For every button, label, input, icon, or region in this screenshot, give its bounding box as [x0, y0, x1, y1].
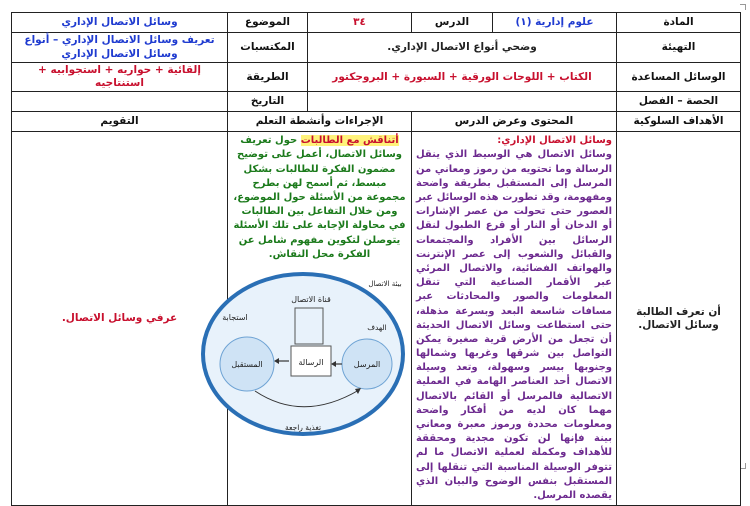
aids-value: الكتاب + اللوحات الورقية + السبورة + البروجكتور: [308, 63, 617, 92]
method-value: إلقائية + حواريه + استجوابيه + استنتاجيه: [12, 63, 228, 92]
procedure-text: [232, 134, 407, 262]
date-value: [12, 92, 228, 112]
label-sender: المرسل: [353, 359, 381, 369]
procedure-head: أتناقش مع الطالبات: [300, 135, 399, 147]
subject-label: المادة: [617, 13, 741, 33]
aids-label: الوسائل المساعدة: [617, 63, 741, 92]
intro-label: التهيئة: [617, 33, 741, 63]
gains-value: تعريف وسائل الاتصال الإداري – أنواع وسائل الاتصال الإداري: [12, 33, 228, 63]
row-period: [12, 92, 741, 112]
period-value: [308, 92, 617, 112]
row-headers: [12, 112, 741, 132]
communication-diagram: [199, 268, 407, 438]
procedures-header: الإجراءات وأنشطة التعلم: [228, 112, 412, 132]
content-header: المحتوى وعرض الدرس: [412, 112, 617, 132]
date-label: التاريخ: [228, 92, 308, 112]
objectives-header: الأهداف السلوكية: [617, 112, 741, 132]
assessment-text: عرفي وسائل الاتصال.: [12, 132, 228, 506]
lesson-label: الدرس: [412, 13, 493, 33]
subject-value: علوم إدارية (١): [493, 13, 617, 33]
row-body: [12, 132, 741, 506]
lesson-plan-table: [11, 12, 741, 506]
period-label: الحصة – الفصل: [617, 92, 741, 112]
gains-label: المكتسبات: [228, 33, 308, 63]
intro-value: وضحي أنواع الاتصال الإداري.: [308, 33, 617, 63]
topic-label: الموضوع: [228, 13, 308, 33]
method-label: الطريقة: [228, 63, 308, 92]
procedure-body: حول تعريف وسائل الاتصال، أعمل على توضيح مضمون الفكرة للطالبات بشكل مبسط، ثم أسمح لهن بطرح مجموعة من الأسئلة حول الموضوع، ومن خلال التفاعل بين الطالبات في محاولة الإجابة على تلك الأسئلة يتوصلن لتكوين مفهوم شامل عن الفكرة محل النقاش.: [233, 135, 406, 260]
label-feedback: تغذية راجعة: [284, 422, 322, 432]
label-environment: بيئة الاتصال: [368, 279, 402, 288]
row-aids: [12, 63, 741, 92]
label-channel: قناة الاتصال: [291, 294, 331, 304]
content-title: وسائل الاتصال الإداري:: [497, 135, 612, 147]
content-cell: [412, 132, 617, 506]
corner-mark-tr: [740, 4, 746, 10]
procedures-cell: [222, 132, 412, 506]
content-body: وسائل الاتصال هي الوسيط الذي ينقل الرسالة وما تحتويه من رموز ومعاني من المرسل إلى المستقبل بطريقة واضحة ومفهومة، وقد تطورت هذه الوسائل عبر العصور حتى تحولت من عصر الإشارات أو الدخان أو النار أو قرع الطبول لنقل الرسائل بين الأفراد والمجتمعات والقبائل والشعوب إلى عصر الإنترنت والهواتف الفضائية، والاتصال المرئي عبر الأقمار الصناعية التي تنقل المعلومات والصور والمحادثات عبر مسافات شاسعة البعد وبسرعة مذهلة، حتى استطاعت وسائل الاتصال الحديثة أن تجعل من الأرض قرية صغيرة يمكن التواصل بين شرقها وغربها وشمالها وجنوبها بيسر وسهولة، وتعد وسيلة الاتصال أحد العناصر الهامة في العملية الاتصالية فالمرسل أو القائم بالاتصال مهما كان لديه من أفكار واضحة ومعلومات محددة ورموز معبرة ومعاني بينة فإنها لن تكون مجدية ومحققة للأهداف ومكملة لعملية الاتصال ما لم تتوفر الوسيلة المناسبة التي تنقلها إلى المستقبل بنفس الوضوح والبيان الذي يقصده المرسل.: [416, 149, 612, 501]
lesson-value: ٣٤: [308, 13, 412, 33]
topic-value: وسائل الاتصال الإداري: [12, 13, 228, 33]
label-response: استجابة: [222, 312, 248, 322]
row-intro: [12, 33, 741, 63]
assessment-header: التقويم: [12, 112, 228, 132]
objective-text: أن تعرف الطالبة وسائل الاتصال.: [617, 132, 741, 506]
row-subject: [12, 13, 741, 33]
label-goal: الهدف: [367, 322, 387, 332]
label-message: الرسالة: [298, 357, 324, 367]
label-receiver: المستقبل: [231, 359, 263, 369]
